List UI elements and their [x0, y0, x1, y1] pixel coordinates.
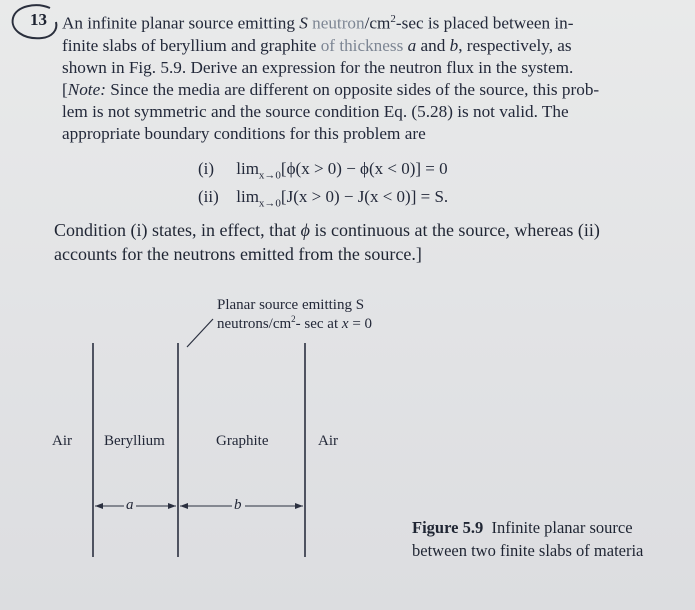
region-air-left: Air: [52, 433, 72, 449]
boundary-conditions: [198, 158, 448, 215]
region-air-right: Air: [318, 433, 338, 449]
explanation-line-2: accounts for the neutrons emitted from the source.]: [54, 244, 422, 264]
condition-ii: (ii) $\lim_{x\to 0}[J(x > 0) - J(x < 0)] = S$.: [198, 187, 449, 210]
problem-line-6: appropriate boundary conditions for this problem are: [62, 123, 426, 143]
problem-statement: [62, 8, 682, 145]
source-label-line-1: Planar source emitting S: [217, 297, 365, 313]
caption-line-2: between two finite slabs of materia: [412, 541, 644, 560]
region-beryllium: Beryllium: [104, 433, 165, 449]
dimension-b-arrow-left: [180, 503, 188, 509]
explanation-line-1: Condition (i) states, in effect, that ϕ is continuous at the source, whereas (ii): [54, 220, 600, 240]
source-label-line-2: neutrons/$cm^2-$ sec at x = 0: [217, 314, 373, 332]
problem-line-4: [Note: Since the media are different on opposite sides of the source, this prob-: [62, 79, 600, 99]
problem-number: 13: [30, 10, 47, 29]
dimension-b-arrow-right: [295, 503, 303, 509]
region-graphite: Graphite: [216, 433, 269, 449]
condition-explanation: [54, 218, 694, 266]
problem-line-1: An infinite planar source emitting S neutron/$cm^2-\sec$ is placed between in-: [62, 13, 574, 33]
problem-line-5: lem is not symmetric and the source condition Eq. (5.28) is not valid. The: [62, 101, 569, 121]
problem-line-3: shown in Fig. 5.9. Derive an expression for the neutron flux in the system.: [62, 57, 574, 77]
caption-label: Figure 5.9: [412, 518, 484, 537]
caption-line-1: Figure 5.9 Infinite planar source: [412, 518, 633, 537]
condition-i: (i) $\lim_{x\to 0}[\phi(x > 0) - \phi(x < 0)] = 0$: [198, 159, 448, 182]
dimension-a-arrow-left: [95, 503, 103, 509]
dimension-a-label: a: [126, 497, 134, 513]
dimension-b-label: b: [234, 497, 242, 513]
problem-line-2: finite slabs of beryllium and graphite of thickness a and b, respectively, as: [62, 35, 572, 55]
dimension-a-arrow-right: [168, 503, 176, 509]
figure-caption: [412, 516, 643, 562]
source-pointer: [187, 319, 213, 347]
